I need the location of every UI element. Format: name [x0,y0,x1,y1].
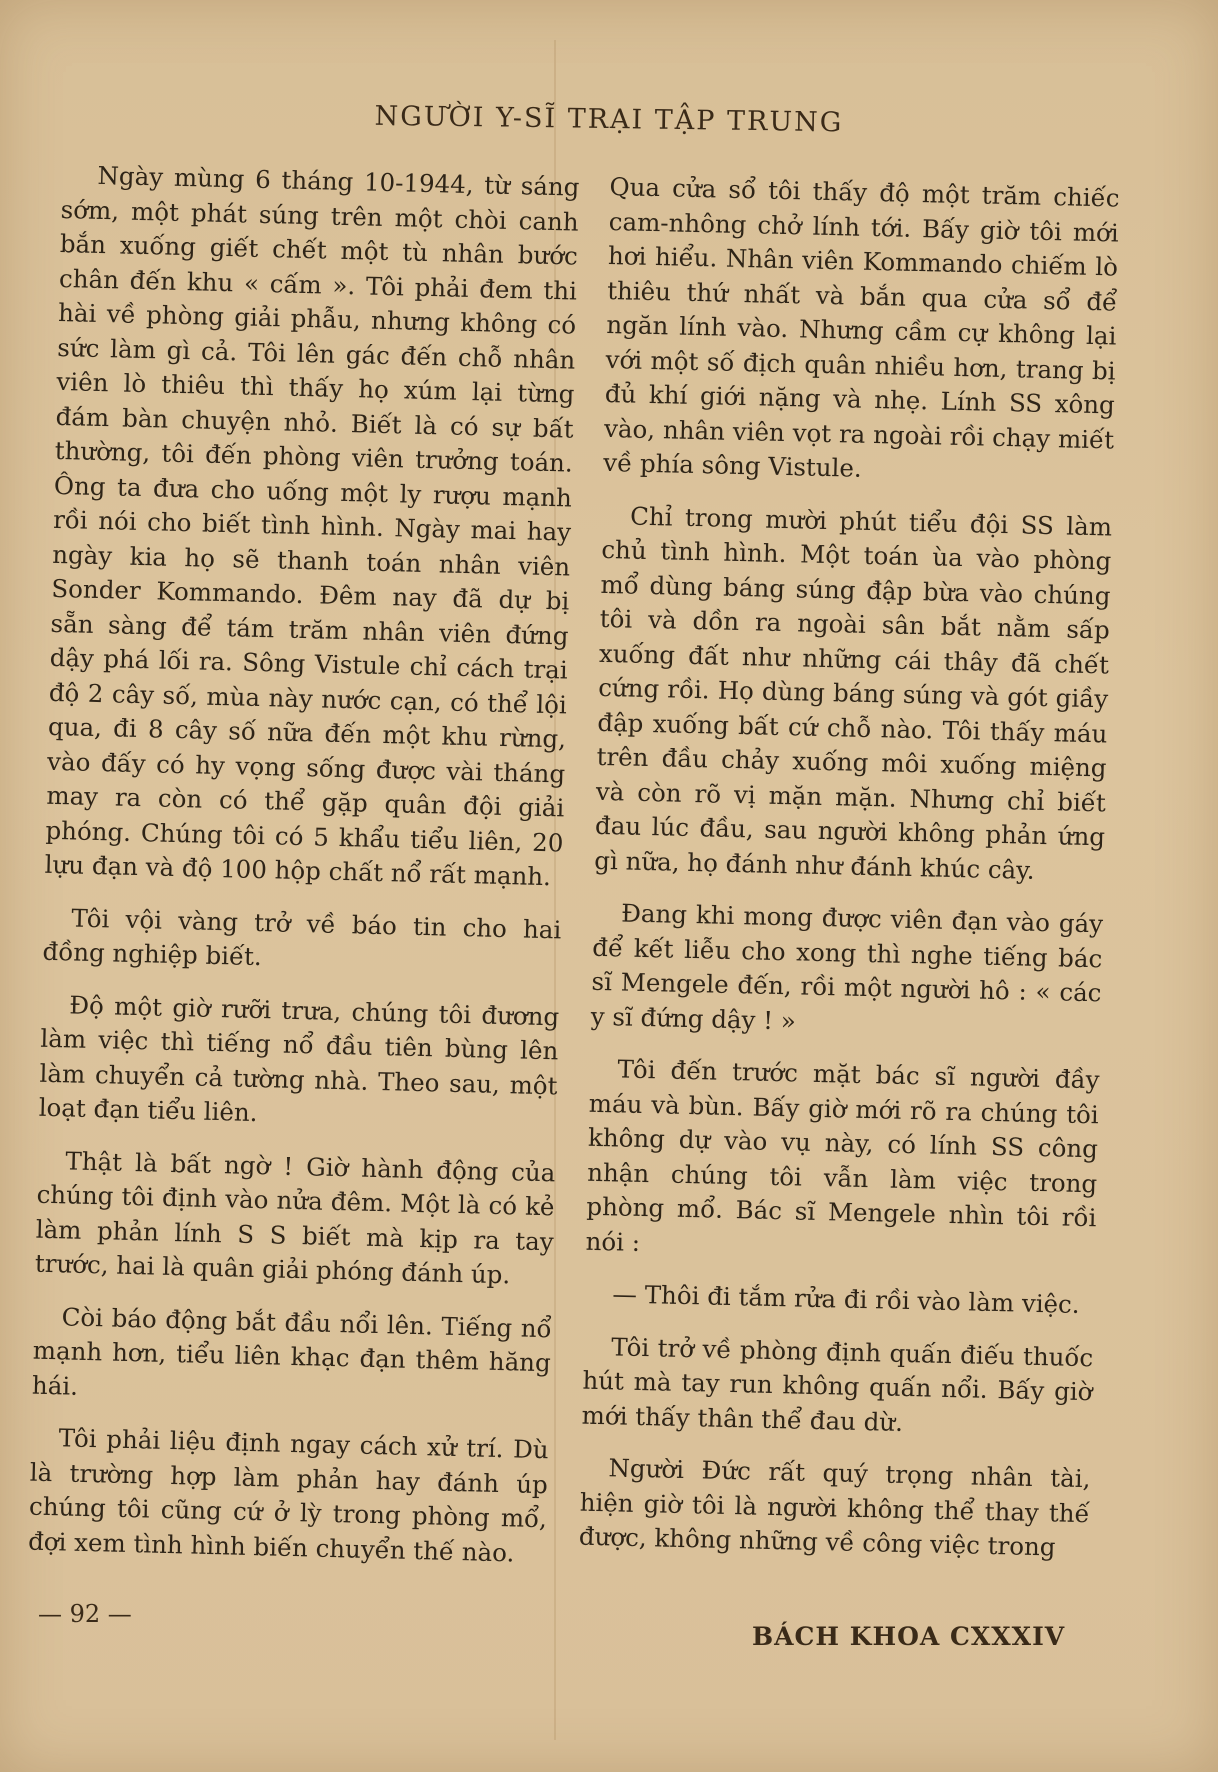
paragraph: Người Đức rất quý trọng nhân tài, hiện giờ tôi là người không thể thay thế được, không những về công việc trong [578,1453,1091,1562]
paragraph: Đang khi mong được viên đạn vào gáy để kết liễu cho xong thì nghe tiếng bác sĩ Mengele đến, rồi một người hô : « các y sĩ đứng dậy ! » [590,898,1104,1035]
running-title: NGƯỜI Y-SĨ TRẠI TẬP TRUNG [374,100,844,139]
paragraph: Ngày mùng 6 tháng 10-1944, từ sáng sớm, một phát súng trên một chòi canh bắn xuống giết chết một tù nhân bước chân đến khu « cấm ». Tôi phải đem thi hài về phòng giải phẫu, nhưng không có sức làm gì cả. Tôi lên gác đến chỗ nhân viên lò thiêu thì thấy họ xúm lại từng đám bàn chuyện nhỏ. Biết là có sự bất thường, tôi đến phòng viên trưởng toán. Ông ta đưa cho uống một ly rượu mạnh rồi nói cho biết tình hình. Ngày mai hay ngày kia họ sẽ thanh toán nhân viên Sonder Kommando. Đêm nay đã dự bị sẵn sàng để tám trăm nhân viên đứng dậy phá lối ra. Sông Vistule chỉ cách trại độ 2 cây số, mùa này nước cạn, có thể lội qua, đi 8 cây số nữa đến một khu rừng, vào đấy có hy vọng sống được vài tháng may ra còn có thể gặp quân đội giải phóng. Chúng tôi có 5 khẩu tiểu liên, 20 lựu đạn và độ 100 hộp chất nổ rất mạnh. [44,160,580,892]
paragraph: Chỉ trong mười phút tiểu đội SS làm chủ tình hình. Một toán ùa vào phòng mổ dùng báng súng đập bừa vào chúng tôi và dồn ra ngoài sân bắt nằm sấp xuống đất như những cái thây đã chết cứng rồi. Họ dùng báng súng và gót giầy đập xuống bất cứ chỗ nào. Tôi thấy máu trên đầu chảy xuống môi xuống miệng và còn rõ vị mặn mặn. Nhưng chỉ biết đau lúc đầu, sau người không phản ứng gì nữa, họ đánh như đánh khúc cây. [594,501,1113,885]
paragraph: Qua cửa sổ tôi thấy độ một trăm chiếc cam-nhông chở lính tới. Bấy giờ tôi mới hơi hiểu. Nhân viên Kommando chiếm lò thiêu thứ nhất và bắn qua cửa sổ để ngăn lính vào. Nhưng cầm cự không lại với một số địch quân nhiều hơn, trang bị đủ khí giới nặng và nhẹ. Lính SS xông vào, nhân viên vọt ra ngoài rồi chạy miết về phía sông Vistule. [603,171,1120,483]
left-column [27,158,580,1589]
paragraph: Thật là bất ngờ ! Giờ hành động của chúng tôi định vào nửa đêm. Một là có kẻ làm phản lính S S biết mà kịp ra tay trước, hai là quân giải phóng đánh úp. [34,1145,556,1290]
paragraph: Độ một giờ rưỡi trưa, chúng tôi đương làm việc thì tiếng nổ đầu tiên bùng lên làm chuyển cả tường nhà. Theo sau, một loạt đạn tiểu liên. [38,989,560,1128]
paragraph: Tôi phải liệu định ngay cách xử trí. Dù là trường hợp làm phản hay đánh úp chúng tôi cũng cứ ở lỳ trong phòng mổ, đợi xem tình hình biến chuyển thế nào. [27,1423,549,1567]
right-column [578,170,1120,1584]
journal-name: BÁCH KHOA CXXXIV [752,1622,1066,1651]
paragraph: Tôi đến trước mặt bác sĩ người đầy máu và bùn. Bấy giờ mới rõ ra chúng tôi không dự vào vụ này, có lính SS công nhận chúng tôi vẫn làm việc trong phòng mổ. Bác sĩ Mengele nhìn tôi rồi nói : [585,1054,1100,1257]
paragraph: Tôi trở về phòng định quấn điếu thuốc hút mà tay run không quấn nổi. Bấy giờ mới thấy thân thể đau dừ. [581,1331,1094,1437]
page-number: — 92 — [38,1600,132,1628]
paragraph: Tôi vội vàng trở về báo tin cho hai đồng nghiệp biết. [42,902,562,972]
paragraph: Còi báo động bắt đầu nổi lên. Tiếng nổ mạnh hơn, tiểu liên khạc đạn thêm hăng hái. [31,1301,552,1401]
paragraph: — Thôi đi tắm rửa đi rồi vào làm việc. [612,1279,1080,1319]
